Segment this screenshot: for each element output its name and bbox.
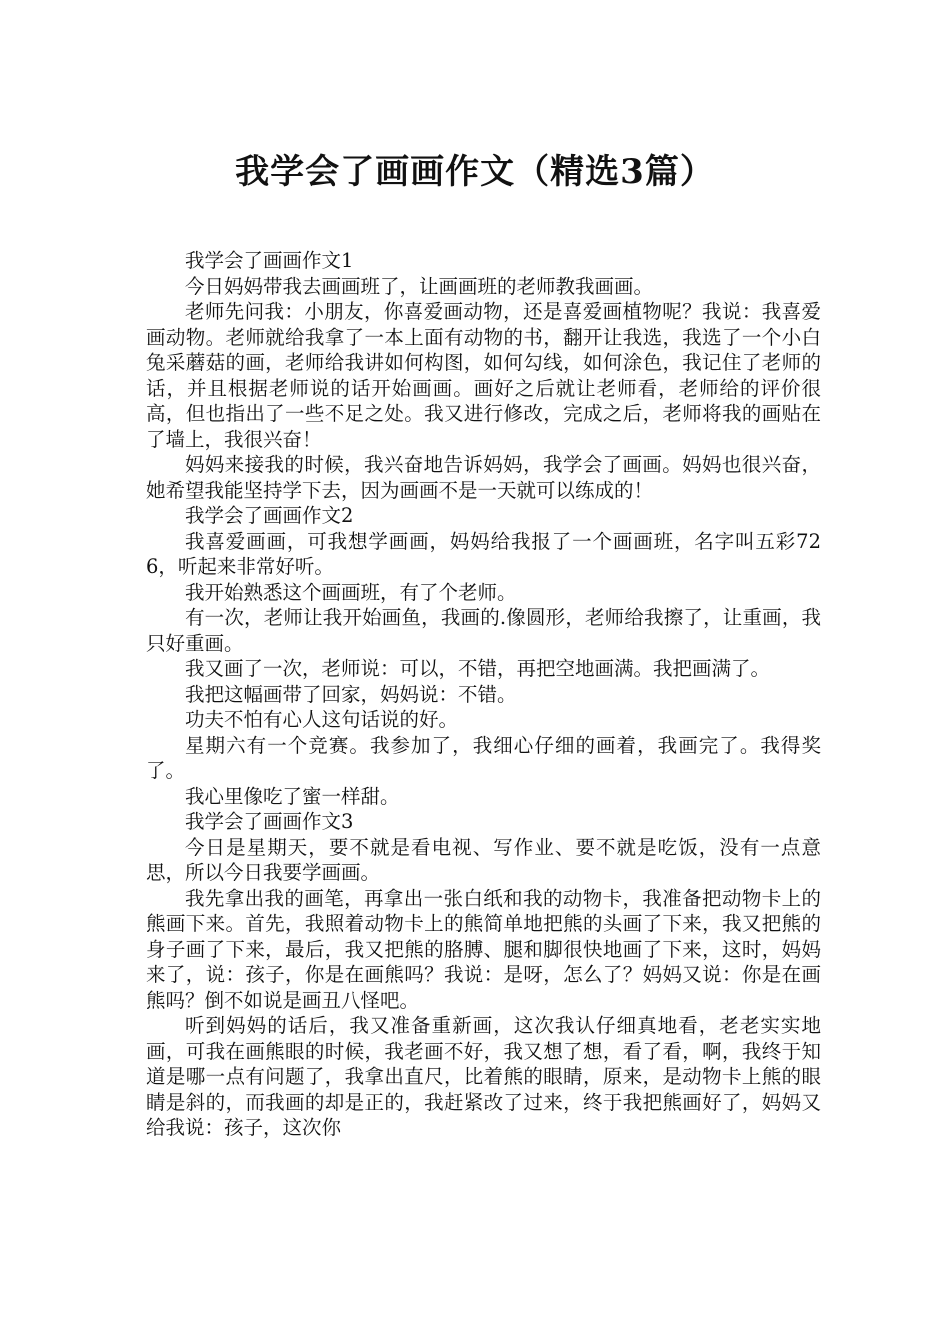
paragraph: 有一次，老师让我开始画鱼，我画的.像圆形，老师给我擦了，让重画，我只好重画。 — [146, 606, 821, 655]
paragraph: 我开始熟悉这个画画班，有了个老师。 — [185, 580, 517, 604]
paragraph: 听到妈妈的话后，我又准备重新画，这次我认仔细真地看，老老实实地画，可我在画熊眼的时候，我老画不好，我又想了想，看了看，啊，我终于知道是哪一点有问题了，我拿出直尺，比着熊的眼睛，原来，是动物卡上熊的眼睛是斜的，而我画的却是正的，我赶紧改了过来，终于我把熊画好了，妈妈又给我说：孩子，这次你 — [146, 1014, 821, 1139]
paragraph: 我又画了一次，老师说：可以，不错，再把空地画满。我把画满了。 — [185, 657, 771, 680]
paragraph: 功夫不怕有心人这句话说的好。 — [185, 708, 459, 731]
essay-heading-3: 我学会了画画作文3 — [185, 810, 354, 833]
paragraph: 我把这幅画带了回家，妈妈说：不错。 — [185, 682, 517, 706]
document-body — [146, 248, 821, 1141]
paragraph: 今日是星期天，要不就是看电视、写作业、要不就是吃饭，没有一点意思，所以今日我要学画画。 — [146, 835, 821, 884]
paragraph: 今日妈妈带我去画画班了，让画画班的老师教我画画。 — [185, 274, 654, 298]
document-title: 我学会了画画作文（精选3篇） — [235, 151, 715, 192]
paragraph: 我先拿出我的画笔，再拿出一张白纸和我的动物卡，我准备把动物卡上的熊画下来。首先，我照着动物卡上的熊简单地把熊的头画了下来，我又把熊的身子画了下来，最后，我又把熊的胳膊、腿和脚很快地画了下来，这时，妈妈来了，说：孩子，你是在画熊吗？我说：是呀，怎么了？妈妈又说：你是在画熊吗？倒不如说是画丑八怪吧。 — [146, 886, 821, 1012]
paragraph: 老师先问我：小朋友，你喜爱画动物，还是喜爱画植物呢？我说：我喜爱画动物。老师就给我拿了一本上面有动物的书，翻开让我选，我选了一个小白兔采蘑菇的画，老师给我讲如何构图，如何勾线，如何涂色，我记住了老师的话，并且根据老师说的话开始画画。画好之后就让老师看，老师给的评价很高，但也指出了一些不足之处。我又进行修改，完成之后，老师将我的画贴在了墙上，我很兴奋！ — [146, 300, 821, 451]
paragraph: 妈妈来接我的时候，我兴奋地告诉妈妈，我学会了画画。妈妈也很兴奋，她希望我能坚持学下去，因为画画不是一天就可以练成的！ — [146, 453, 821, 502]
essay-heading-1: 我学会了画画作文1 — [185, 249, 354, 272]
essay-heading-2: 我学会了画画作文2 — [185, 504, 354, 527]
paragraph: 我喜爱画画，可我想学画画，妈妈给我报了一个画画班，名字叫五彩726，听起来非常好听。 — [146, 529, 821, 578]
paragraph: 星期六有一个竞赛。我参加了，我细心仔细的画着，我画完了。我得奖了。 — [146, 733, 821, 782]
paragraph: 我心里像吃了蜜一样甜。 — [185, 784, 400, 808]
